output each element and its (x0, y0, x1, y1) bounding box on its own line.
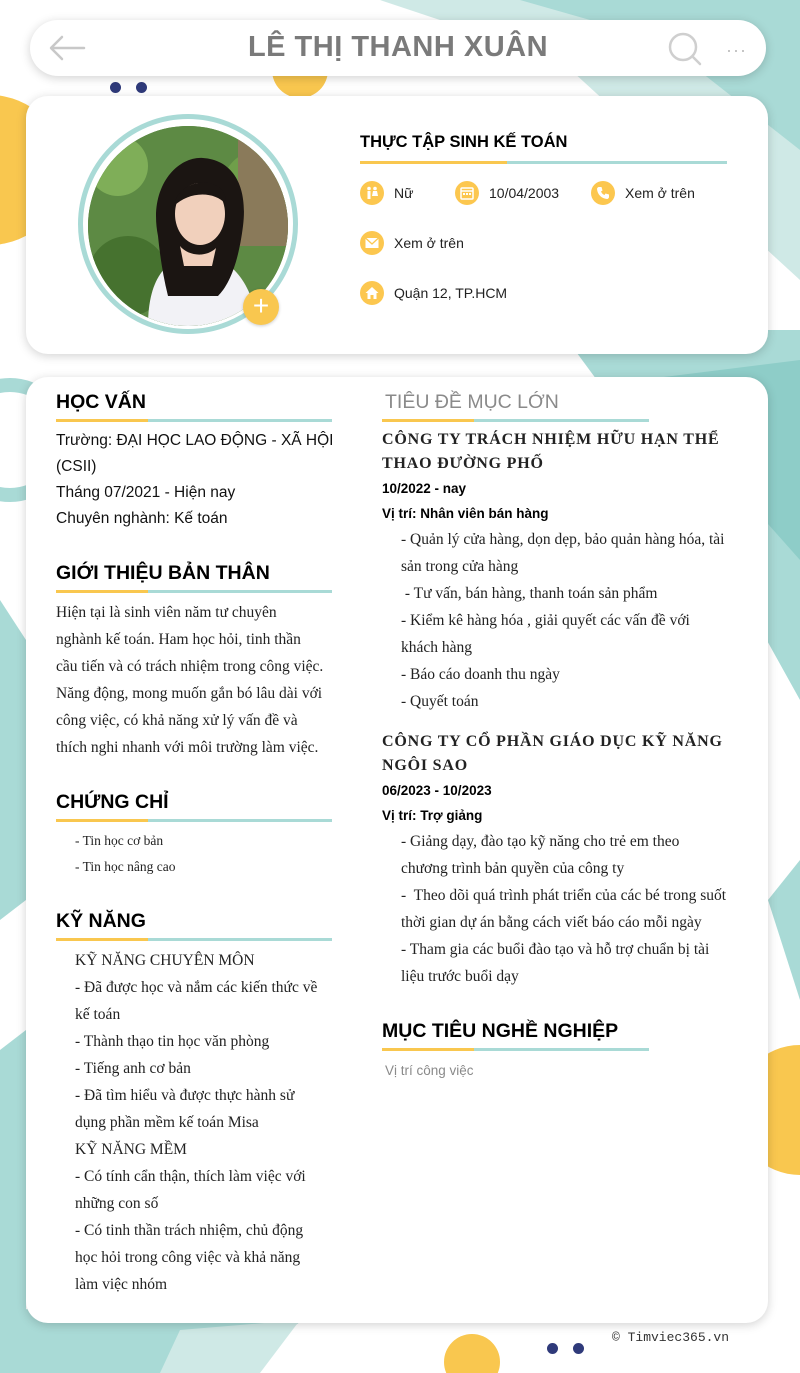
skills-line: - Tiếng anh cơ bản (75, 1060, 191, 1077)
address-info (360, 281, 507, 305)
skills-line: KỸ NĂNG MỀM (75, 1141, 187, 1158)
decor-dot (136, 82, 147, 93)
skills-line: - Có tinh thần trách nhiệm, chủ động (75, 1222, 304, 1239)
job-duty: - Quản lý cửa hàng, dọn dẹp, bảo quản hàng hóa, tài (401, 531, 725, 548)
job-duty: - Báo cáo doanh thu ngày (401, 666, 560, 683)
skills-line: làm việc nhóm (75, 1276, 168, 1293)
heading-underline (148, 590, 332, 593)
heading-underline (148, 819, 332, 822)
experience-heading: TIÊU ĐỀ MỤC LỚN (385, 391, 559, 413)
mail-icon (360, 231, 384, 255)
skills-line: - Thành thạo tin học văn phòng (75, 1033, 270, 1050)
job-position: Vị trí: Trợ giảng (382, 808, 483, 823)
skills-line: những con số (75, 1195, 159, 1212)
job-duty: - Quyết toán (401, 693, 479, 710)
job-position: Vị trí: Nhân viên bán hàng (382, 506, 549, 521)
title-underline-teal (507, 161, 727, 164)
main-card (26, 377, 768, 1323)
education-period: Tháng 07/2021 - Hiện nay (56, 484, 236, 501)
heading-underline (56, 590, 148, 593)
about-line: cầu tiến và có trách nhiệm trong công việc. (56, 658, 324, 675)
education-heading: HỌC VẤN (56, 391, 146, 413)
company-name: NGÔI SAO (382, 757, 468, 774)
calendar-icon (455, 181, 479, 205)
gender-info (360, 181, 413, 205)
job-duty: - Theo dõi quá trình phát triển của các bé trong suốt (401, 887, 727, 904)
birthday-value: 10/04/2003 (489, 185, 560, 201)
skills-line: - Đã tìm hiểu và được thực hành sử (75, 1087, 295, 1104)
address-value: Quận 12, TP.HCM (394, 285, 508, 301)
profile-card (26, 96, 768, 354)
title-underline-yellow (360, 161, 507, 164)
decor-dot (547, 1343, 558, 1354)
heading-underline (56, 819, 148, 822)
email-info (360, 231, 464, 255)
about-line: Hiện tại là sinh viên năm tư chuyên (56, 604, 277, 621)
company-name: CÔNG TY TRÁCH NHIỆM HỮU HẠN THỂ (382, 431, 720, 448)
job-period: 10/2022 - nay (382, 481, 467, 496)
heading-underline (382, 419, 474, 422)
about-line: Năng động, mong muốn gắn bó lâu dài với (56, 685, 323, 702)
footer-credit: © Timviec365.vn (612, 1330, 730, 1345)
job-duty: thời gian dự án bằng cách viết báo cáo mỗi ngày (401, 914, 702, 931)
about-line: thích nghi nhanh với môi trường làm việc. (56, 739, 319, 756)
career-heading: MỤC TIÊU NGHỀ NGHIỆP (382, 1020, 619, 1042)
phone-info (591, 181, 695, 205)
heading-underline (474, 1048, 649, 1051)
job-title: THỰC TẬP SINH KẾ TOÁN (360, 133, 568, 151)
gender-value: Nữ (394, 185, 414, 201)
skills-line: - Có tính cẩn thận, thích làm việc với (75, 1168, 306, 1185)
more-options-icon[interactable]: ··· (726, 40, 747, 60)
job-duty: - Kiểm kê hàng hóa , giải quyết các vấn đề với (401, 612, 690, 629)
job-duty: - Tham gia các buổi đào tạo và hỗ trợ chuẩn bị tài (401, 941, 710, 958)
heading-underline (474, 419, 649, 422)
skills-line: - Đã được học và nắm các kiến thức về (75, 979, 318, 996)
about-line: nghành kế toán. Ham học hỏi, tinh thần (56, 631, 301, 648)
company-name: THAO ĐƯỜNG PHỐ (382, 455, 544, 472)
skills-line: dụng phần mềm kế toán Misa (75, 1114, 259, 1131)
gender-icon (360, 181, 384, 205)
certificates-heading: CHỨNG CHỈ (56, 791, 169, 813)
certificate-item: - Tin học cơ bản (75, 833, 164, 848)
skills-line: kế toán (75, 1006, 121, 1023)
job-period: 06/2023 - 10/2023 (382, 783, 492, 798)
add-photo-button[interactable]: + (243, 289, 279, 325)
skills-line: KỸ NĂNG CHUYÊN MÔN (75, 952, 255, 969)
email-value: Xem ở trên (394, 235, 464, 251)
heading-underline (56, 419, 148, 422)
education-school: (CSII) (56, 458, 97, 475)
career-placeholder[interactable]: Vị trí công việc (385, 1063, 474, 1078)
job-duty: chương trình bản quyền của công ty (401, 860, 625, 877)
candidate-name: LÊ THỊ THANH XUÂN (247, 31, 549, 63)
heading-underline (382, 1048, 474, 1051)
search-icon[interactable] (667, 31, 703, 67)
decor-dot (573, 1343, 584, 1354)
top-bar (30, 20, 766, 76)
skills-heading: KỸ NĂNG (56, 910, 146, 932)
company-name: CÔNG TY CỔ PHẦN GIÁO DỤC KỸ NĂNG (382, 733, 723, 750)
home-icon (360, 281, 384, 305)
heading-underline (148, 419, 332, 422)
heading-underline (148, 938, 332, 941)
birthday-info (455, 181, 559, 205)
phone-value: Xem ở trên (625, 185, 695, 201)
decor-dot (110, 82, 121, 93)
job-duty: - Tư vấn, bán hàng, thanh toán sản phẩm (401, 585, 658, 602)
job-duty: liệu trước buổi dạy (401, 968, 519, 985)
skills-line: học hỏi trong công việc và khả năng (75, 1249, 301, 1266)
heading-underline (56, 938, 148, 941)
certificate-item: - Tin học nâng cao (75, 859, 176, 874)
about-line: công việc, có khả năng xử lý vấn đề và (56, 712, 298, 729)
job-duty: - Giảng dạy, đào tạo kỹ năng cho trẻ em theo (401, 833, 680, 850)
education-school: Trường: ĐẠI HỌC LAO ĐỘNG - XÃ HỘI (56, 432, 334, 449)
job-duty: khách hàng (401, 639, 473, 656)
phone-icon (591, 181, 615, 205)
education-major: Chuyên nghành: Kế toán (56, 510, 228, 527)
about-heading: GIỚI THIỆU BẢN THÂN (56, 562, 270, 584)
job-duty: sản trong cửa hàng (401, 558, 519, 575)
